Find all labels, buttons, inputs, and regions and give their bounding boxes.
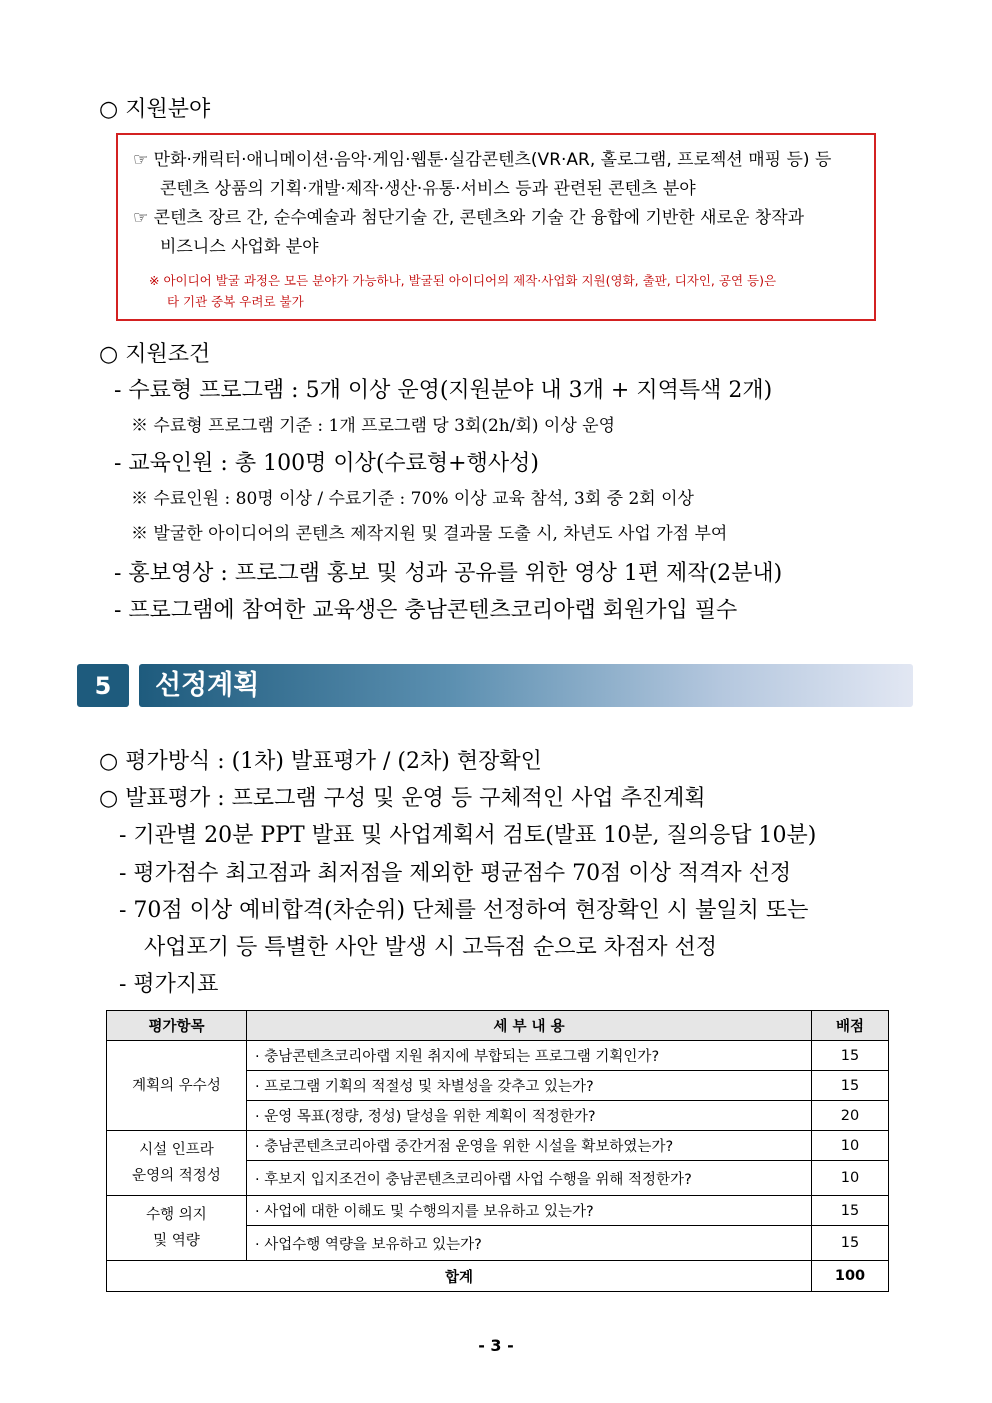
- category-label: 시설 인프라: [139, 1142, 214, 1158]
- score-cell: 15: [812, 1041, 889, 1071]
- box-line-3: ☞ 콘텐츠 장르 간, 순수예술과 첨단기술 간, 콘텐츠와 기술 간 융합에 기반한 새로운 창작과: [133, 208, 805, 228]
- detail-cell: · 운영 목표(정량, 정성) 달성을 위한 계획이 적정한가?: [247, 1101, 812, 1131]
- support-field-heading: ○ 지원분야: [99, 97, 211, 122]
- score-cell: 10: [812, 1131, 889, 1161]
- category-label: 계획의 우수성: [132, 1077, 221, 1094]
- page-number: - 3 -: [478, 1336, 514, 1355]
- condition-note: ※ 수료인원 : 80명 이상 / 수료기준 : 70% 이상 교육 참석, 3회 중 2회 이상: [131, 489, 694, 509]
- detail-cell: · 충남콘텐츠코리아랩 중간거점 운영을 위한 시설을 확보하였는가?: [247, 1131, 812, 1161]
- detail-cell: · 후보지 입지조건이 충남콘텐츠코리아랩 사업 수행을 위해 적정한가?: [247, 1161, 812, 1196]
- plan-item: ○ 평가방식 : (1차) 발표평가 / (2차) 현장확인: [99, 749, 542, 774]
- score-cell: 15: [812, 1071, 889, 1101]
- detail-cell: · 사업에 대한 이해도 및 수행의지를 보유하고 있는가?: [247, 1196, 812, 1226]
- total-score: 100: [812, 1261, 889, 1292]
- box-line-4: 비즈니스 사업화 분야: [160, 237, 319, 257]
- table-row: [107, 1196, 889, 1226]
- category-label: 및 역량: [153, 1233, 200, 1249]
- header-category: 평가항목: [107, 1011, 247, 1041]
- header-score: 배점: [812, 1011, 889, 1041]
- table-header-row: [107, 1011, 889, 1041]
- category-cell: [107, 1196, 247, 1261]
- box-line-2: 콘텐츠 상품의 기획·개발·제작·생산·유통·서비스 등과 관련된 콘텐츠 분야: [160, 179, 696, 199]
- plan-subitem: - 평가점수 최고점과 최저점을 제외한 평균점수 70점 이상 적격자 선정: [119, 861, 792, 886]
- detail-cell: · 프로그램 기획의 적절성 및 차별성을 갖추고 있는가?: [247, 1071, 812, 1101]
- plan-subitem: - 평가지표: [119, 972, 219, 997]
- table-row: [107, 1041, 889, 1071]
- plan-subitem: - 기관별 20분 PPT 발표 및 사업계획서 검토(발표 10분, 질의응답 10분): [119, 823, 817, 848]
- score-cell: 15: [812, 1226, 889, 1261]
- evaluation-table: [106, 1010, 889, 1292]
- total-label: 합계: [107, 1261, 812, 1292]
- conditions-heading: ○ 지원조건: [99, 342, 211, 367]
- box-line-1: ☞ 만화·캐릭터·애니메이션·음악·게임·웹툰·실감콘텐츠(VR·AR, 홀로그램, 프로젝션 매핑 등) 등: [133, 150, 832, 170]
- plan-item: ○ 발표평가 : 프로그램 구성 및 운영 등 구체적인 사업 추진계획: [99, 786, 706, 811]
- condition-item: - 교육인원 : 총 100명 이상(수료형+행사성): [114, 451, 539, 476]
- detail-cell: · 사업수행 역량을 보유하고 있는가?: [247, 1226, 812, 1261]
- box-note-1: ※ 아이디어 발굴 과정은 모든 분야가 가능하나, 발굴된 아이디어의 제작·사업화 지원(영화, 출판, 디자인, 공연 등)은: [149, 273, 777, 288]
- detail-cell: · 충남콘텐츠코리아랩 지원 취지에 부합되는 프로그램 기획인가?: [247, 1041, 812, 1071]
- category-cell: [107, 1041, 247, 1131]
- category-cell: [107, 1131, 247, 1196]
- section-title: 선정계획: [155, 670, 260, 701]
- plan-subitem-cont: 사업포기 등 특별한 사안 발생 시 고득점 순으로 차점자 선정: [144, 935, 717, 960]
- score-cell: 15: [812, 1196, 889, 1226]
- header-detail: 세 부 내 용: [247, 1011, 812, 1041]
- plan-subitem: - 70점 이상 예비합격(차순위) 단체를 선정하여 현장확인 시 불일치 또는: [119, 898, 809, 923]
- category-label: 수행 의지: [146, 1207, 207, 1223]
- condition-note: ※ 수료형 프로그램 기준 : 1개 프로그램 당 3회(2h/회) 이상 운영: [131, 416, 616, 436]
- score-cell: 10: [812, 1161, 889, 1196]
- condition-item: - 홍보영상 : 프로그램 홍보 및 성과 공유를 위한 영상 1편 제작(2분내): [114, 561, 783, 586]
- condition-item: - 프로그램에 참여한 교육생은 충남콘텐츠코리아랩 회원가입 필수: [114, 598, 738, 623]
- box-note-2: 타 기관 중복 우려로 불가: [167, 294, 304, 309]
- table-row: [107, 1131, 889, 1161]
- category-label: 운영의 적정성: [132, 1168, 221, 1184]
- section-number: 5: [77, 664, 129, 707]
- condition-item: - 수료형 프로그램 : 5개 이상 운영(지원분야 내 3개 + 지역특색 2개): [114, 378, 773, 403]
- condition-note: ※ 발굴한 아이디어의 콘텐츠 제작지원 및 결과물 도출 시, 차년도 사업 가점 부여: [131, 524, 728, 544]
- table-total-row: [107, 1261, 889, 1292]
- score-cell: 20: [812, 1101, 889, 1131]
